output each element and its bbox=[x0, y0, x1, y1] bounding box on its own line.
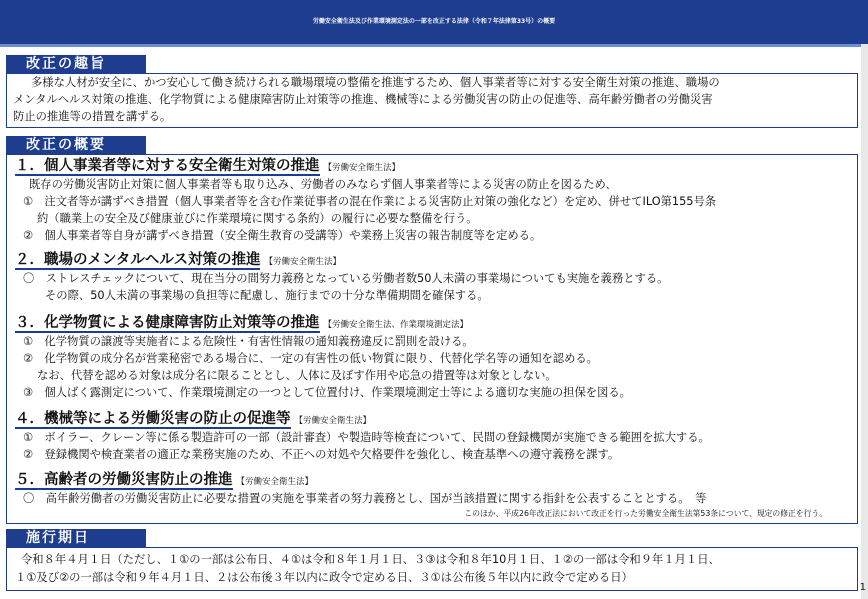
footnote: このほか、平成26年改正法において改正を行った労働安全衛生法第53条について、規定の修正を行う。 bbox=[464, 509, 827, 518]
purpose-box bbox=[6, 73, 858, 128]
overview-line: ① ボイラー、クレーン等に係る製造許可の一部（設計審査）や製造時等検査について、民間の登録機関が実施できる範囲を拡大する。 bbox=[23, 431, 710, 444]
overview-item-5-title bbox=[15, 471, 313, 491]
overview-line: 既存の労働災害防止対策に個人事業者等も取り込み、労働者のみならず個人事業者等による災害の防止を図るため、 bbox=[29, 178, 617, 191]
effective-date-box bbox=[6, 547, 858, 591]
overview-line: その際、50人未満の事業場の負担等に配慮し、施行までの十分な準備期間を確保する。 bbox=[45, 289, 489, 302]
purpose-line: 防止の推進等の措置を講ずる。 bbox=[13, 110, 172, 123]
overview-line: ① 注文者等が講ずべき措置（個人事業者等を含む作業従事者の混在作業による災害防止対策の強化など）を定め、併せてILO第155号条 bbox=[23, 195, 717, 208]
item-title-text: ４．機械等による労働災害の防止の促進等 bbox=[15, 411, 291, 427]
overview-line: ② 化学物質の成分名が営業秘密である場合に、一定の有害性の低い物質に限り、代替化学名等の通知を認める。 bbox=[23, 352, 598, 365]
item-title-text: ３．化学物質による健康障害防止対策等の推進 bbox=[15, 315, 320, 331]
effective-date-line: 令和８年４月１日（ただし、１①の一部は公布日、４①は令和８年１月１日、３③は令和８年10月１日、１②の一部は令和９年１月１日、 bbox=[21, 553, 720, 566]
overview-line: 〇 ストレスチェックについて、現在当分の間努力義務となっている労働者数50人未満の事業場についても実施を義務とする。 bbox=[23, 272, 669, 285]
overview-line: ② 個人事業者等自身が講ずべき措置（安全衛生教育の受講等）や業務上災害の報告制度等を定める。 bbox=[23, 229, 542, 242]
item-title-text: １．個人事業者等に対する安全衛生対策の推進 bbox=[15, 158, 320, 174]
overview-box bbox=[6, 154, 858, 524]
overview-line: ③ 個人ばく露測定について、作業環境測定の一つとして位置付け、作業環境測定士等による適切な実施の担保を図る。 bbox=[23, 386, 631, 399]
purpose-line: 多様な人材が安全に、かつ安心して働き続けられる職場環境の整備を推進するため、個人事業者等に対する安全衛生対策の推進、職場の bbox=[31, 76, 720, 89]
law-tag: 【労働安全衛生法】 bbox=[264, 257, 341, 267]
purpose-line: メンタルヘルス対策の推進、化学物質による健康障害防止対策等の推進、機械等による労働災害の防止の促進等、高年齢労働者の労働災害 bbox=[13, 93, 713, 106]
law-tag: 【労働安全衛生法、作業環境測定法】 bbox=[323, 320, 469, 330]
page-number: 1 bbox=[859, 582, 866, 593]
overview-item-1-title bbox=[15, 157, 400, 177]
overview-line: なお、代替を認める対象は成分名に限ることとし、人体に及ぼす作用や応急の措置等は対象としない。 bbox=[37, 369, 557, 382]
overview-line: ① 化学物質の譲渡等実施者による危険性・有害性情報の通知義務違反に罰則を設ける。 bbox=[23, 335, 474, 348]
scrollbar[interactable] bbox=[861, 44, 868, 599]
section-heading-purpose: 改正の趣旨 bbox=[6, 55, 146, 74]
overview-line: 〇 高年齢労働者の労働災害防止に必要な措置の実施を事業者の努力義務とし、国が当該措置に関する指針を公表することとする。 等 bbox=[23, 492, 707, 505]
item-title-text: ５．高齢者の労働災害防止の推進 bbox=[15, 472, 233, 488]
title-divider bbox=[0, 44, 868, 47]
overview-item-3-title bbox=[15, 314, 468, 334]
law-tag: 【労働安全衛生法】 bbox=[294, 416, 372, 426]
overview-item-2-title bbox=[15, 251, 341, 271]
overview-line: 約（職業上の安全及び健康並びに作業環境に関する条約）の履行に必要な整備を行う。 bbox=[37, 212, 478, 225]
overview-line: ② 登録機関や検査業者の適正な業務実施のため、不正への対処や欠格要件を強化し、検査基準への遵守義務を課す。 bbox=[23, 448, 620, 461]
page-title: 労働安全衛生法及び作業環境測定法の一部を改正する法律（令和７年法律第33号）の概要 bbox=[0, 0, 868, 44]
law-tag: 【労働安全衛生法】 bbox=[323, 163, 401, 173]
law-tag: 【労働安全衛生法】 bbox=[236, 477, 314, 487]
item-title-text: ２．職場のメンタルヘルス対策の推進 bbox=[15, 252, 261, 268]
effective-date-line: １①及び②の一部は令和９年４月１日、２は公布後３年以内に政令で定める日、３①は公布後５年以内に政令で定める日） bbox=[15, 571, 633, 584]
section-heading-effective-date: 施行期日 bbox=[6, 529, 146, 548]
section-heading-overview: 改正の概要 bbox=[6, 136, 146, 155]
overview-item-4-title bbox=[15, 410, 371, 430]
